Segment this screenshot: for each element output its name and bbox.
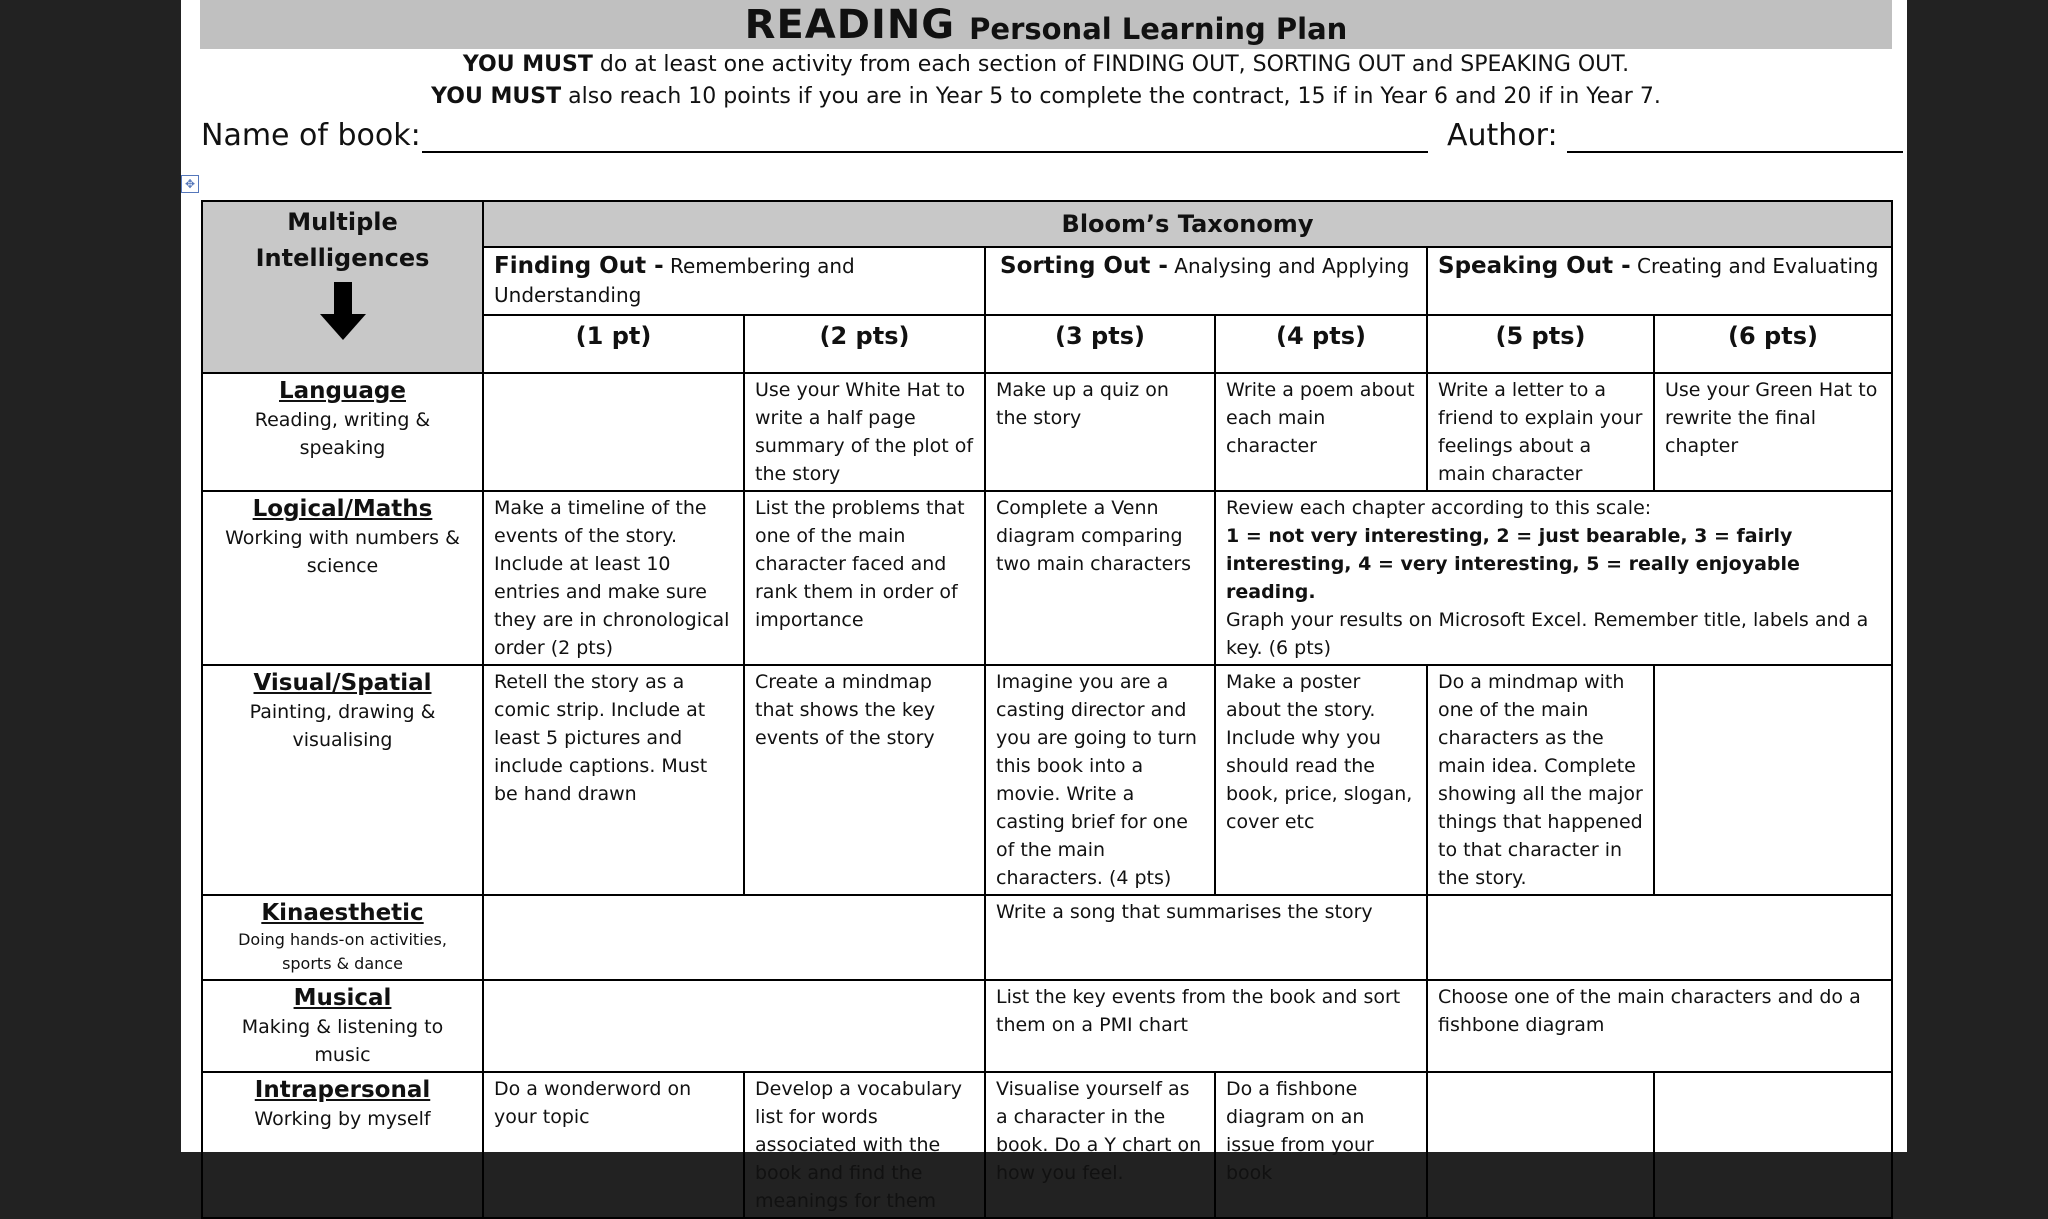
language-cell-1 xyxy=(483,373,744,491)
plan-table xyxy=(201,200,1893,1219)
mi-desc: Painting, drawing & visualising xyxy=(249,701,436,751)
down-arrow-icon xyxy=(213,282,472,340)
title-subtitle: Personal Learning Plan xyxy=(969,11,1348,46)
points-label: (5 pts) xyxy=(1495,322,1586,350)
section-name: Finding Out - xyxy=(494,253,664,279)
section-sorting-out xyxy=(985,247,1427,315)
row-header-intrapersonal xyxy=(202,1072,483,1218)
points-4 xyxy=(1215,315,1427,373)
musical-cell-1-2 xyxy=(483,980,985,1072)
language-cell-6: Use your Green Hat to rewrite the final chapter xyxy=(1654,373,1892,491)
book-info-row xyxy=(201,118,1891,158)
mi-name: Visual/Spatial xyxy=(253,670,432,696)
intrapersonal-cell-4: Do a fishbone diagram on an issue from your book xyxy=(1215,1072,1427,1218)
instruction-1-text: do at least one activity from each section of FINDING OUT, SORTING OUT and SPEAKING OUT. xyxy=(592,52,1630,77)
scale-intro: Review each chapter according to this scale: xyxy=(1226,497,1652,519)
instruction-line-2 xyxy=(200,82,1892,112)
points-6 xyxy=(1654,315,1892,373)
logical-cell-1: Make a timeline of the events of the story. Include at least 10 entries and make sure they are in chronological order (2 pts) xyxy=(483,491,744,665)
scale-outro: Graph your results on Microsoft Excel. Remember title, labels and a key. (6 pts) xyxy=(1226,609,1869,659)
intrapersonal-cell-6 xyxy=(1654,1072,1892,1218)
title-bar xyxy=(200,0,1892,49)
musical-cell-3-4: List the key events from the book and sort them on a PMI chart xyxy=(985,980,1427,1072)
mi-name: Intrapersonal xyxy=(254,1077,431,1103)
language-cell-4: Write a poem about each main character xyxy=(1215,373,1427,491)
points-label: (2 pts) xyxy=(819,322,910,350)
intrapersonal-cell-5 xyxy=(1427,1072,1654,1218)
document-page xyxy=(181,0,1907,1212)
points-label: (1 pt) xyxy=(575,322,652,350)
mi-desc: Doing hands-on activities, sports & dance xyxy=(238,930,447,973)
intrapersonal-cell-1: Do a wonderword on your topic xyxy=(483,1072,744,1218)
visual-cell-5: Do a mindmap with one of the main characters as the main idea. Complete showing all the major things that happened to that character in the story. xyxy=(1427,665,1654,895)
intrapersonal-cell-2: Develop a vocabulary list for words associated with the book and find the meanings for them xyxy=(744,1072,985,1218)
bloom-header: Bloom’s Taxonomy xyxy=(1061,210,1314,238)
kinaesthetic-cell-1-2 xyxy=(483,895,985,980)
section-name: Sorting Out - xyxy=(1000,253,1168,279)
visual-cell-6 xyxy=(1654,665,1892,895)
row-header-kinaesthetic xyxy=(202,895,483,980)
visual-cell-3: Imagine you are a casting director and you are going to turn this book into a movie. Write a casting brief for one of the main characters. (4 pts) xyxy=(985,665,1215,895)
intrapersonal-cell-3: Visualise yourself as a character in the book. Do a Y chart on how you feel. xyxy=(985,1072,1215,1218)
mi-desc: Working with numbers & science xyxy=(225,527,460,577)
language-cell-2: Use your White Hat to write a half page summary of the plot of the story xyxy=(744,373,985,491)
musical-cell-5-6: Choose one of the main characters and do a fishbone diagram xyxy=(1427,980,1892,1072)
mi-desc: Working by myself xyxy=(254,1108,431,1130)
book-name-label: Name of book: xyxy=(201,118,421,153)
table-move-handle-icon[interactable]: ✥ xyxy=(181,175,199,193)
row-header-logical xyxy=(202,491,483,665)
language-cell-3: Make up a quiz on the story xyxy=(985,373,1215,491)
points-label: (4 pts) xyxy=(1276,322,1366,350)
logical-cell-3: Complete a Venn diagram comparing two main characters xyxy=(985,491,1215,665)
visual-cell-4: Make a poster about the story. Include why you should read the book, price, slogan, cover etc xyxy=(1215,665,1427,895)
instruction-1-emphasis: YOU MUST xyxy=(462,52,593,77)
instruction-2-text: also reach 10 points if you are in Year 5 to complete the contract, 15 if in Year 6 and 20 if in Year 7. xyxy=(561,84,1661,109)
mi-header: Multiple Intelligences xyxy=(255,208,430,272)
row-header-language xyxy=(202,373,483,491)
instruction-2-emphasis: YOU MUST xyxy=(431,84,562,109)
instruction-line-1 xyxy=(200,50,1892,80)
author-label: Author: xyxy=(1447,118,1558,153)
row-header-visual xyxy=(202,665,483,895)
points-label: (6 pts) xyxy=(1728,322,1818,350)
mi-name: Language xyxy=(279,378,406,404)
points-label: (3 pts) xyxy=(1055,322,1145,350)
section-finding-out xyxy=(483,247,985,315)
bloom-header-cell xyxy=(483,201,1892,247)
mi-desc: Making & listening to music xyxy=(241,1016,444,1066)
section-desc: Creating and Evaluating xyxy=(1630,254,1879,278)
language-cell-5: Write a letter to a friend to explain your feelings about a main character xyxy=(1427,373,1654,491)
section-desc: Analysing and Applying xyxy=(1167,254,1410,278)
section-name: Speaking Out - xyxy=(1438,253,1631,279)
points-2 xyxy=(744,315,985,373)
visual-cell-2: Create a mindmap that shows the key events of the story xyxy=(744,665,985,895)
mi-header-cell xyxy=(202,201,483,373)
kinaesthetic-cell-3-4: Write a song that summarises the story xyxy=(985,895,1427,980)
row-header-musical xyxy=(202,980,483,1072)
title-main: READING xyxy=(744,1,956,48)
mi-name: Kinaesthetic xyxy=(261,900,424,926)
scale-values: 1 = not very interesting, 2 = just bearable, 3 = fairly interesting, 4 = very interesting, 5 = really enjoyable reading. xyxy=(1226,525,1800,603)
points-3 xyxy=(985,315,1215,373)
section-speaking-out xyxy=(1427,247,1892,315)
mi-name: Musical xyxy=(293,985,392,1011)
section-desc: Remembering and Understanding xyxy=(494,254,855,307)
logical-cell-2: List the problems that one of the main character faced and rank them in order of importance xyxy=(744,491,985,665)
book-name-field[interactable] xyxy=(422,151,1428,153)
logical-cell-4-6 xyxy=(1215,491,1892,665)
visual-cell-1: Retell the story as a comic strip. Include at least 5 pictures and include captions. Must be hand drawn xyxy=(483,665,744,895)
kinaesthetic-cell-5-6 xyxy=(1427,895,1892,980)
points-1 xyxy=(483,315,744,373)
mi-desc: Reading, writing & speaking xyxy=(254,409,431,459)
mi-name: Logical/Maths xyxy=(252,496,433,522)
points-5 xyxy=(1427,315,1654,373)
author-field[interactable] xyxy=(1567,151,1903,153)
